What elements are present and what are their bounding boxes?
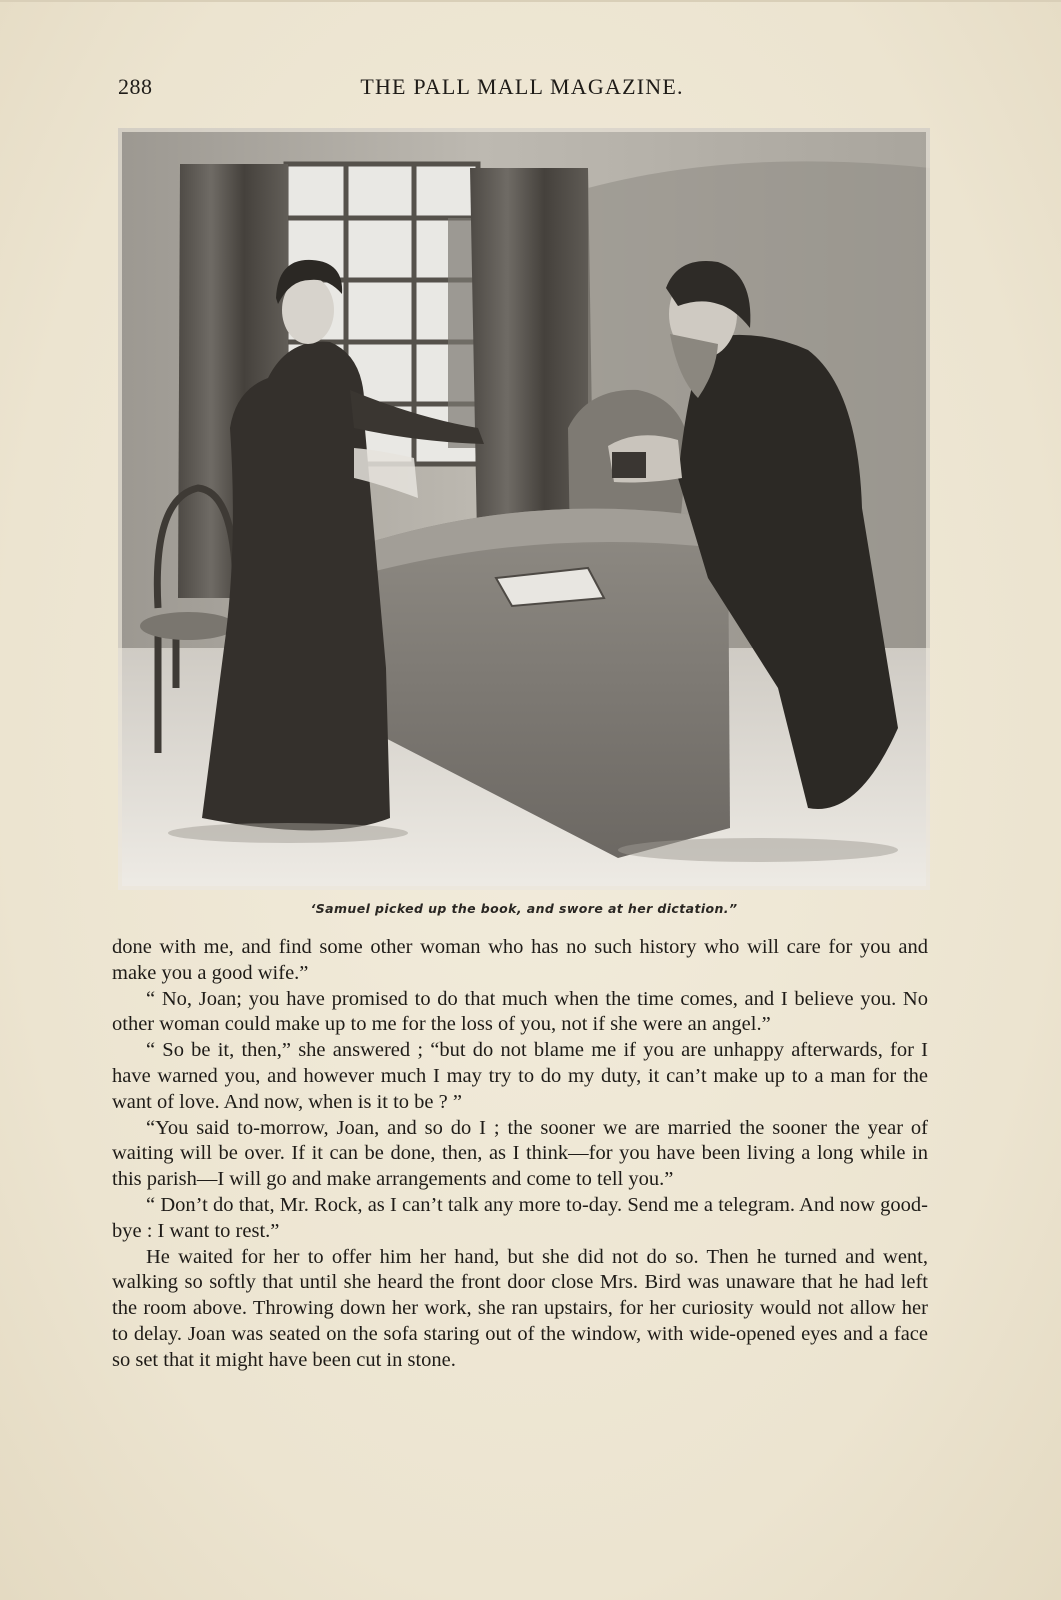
illustration-drawing	[118, 128, 930, 890]
page-header	[118, 74, 926, 108]
paragraph: He waited for her to offer him her hand, but she did not do so. Then he turned and went, walking so softly that until she heard the front door close Mrs. Bird was unaware that he had left the room above. Throwing down her work, she ran upstairs, for her curiosity would not allow her to delay. Joan was seated on the sofa staring out of the window, with wide-opened eyes and a face so set that it might have been cut in stone.	[112, 1245, 928, 1371]
illustration	[118, 128, 930, 890]
paragraph: “You said to-morrow, Joan, and so do I ; the sooner we are married the sooner the year of waiting will be over. If it can be done, then, as I think—for you have been living a long while in this parish—I will go and make arrangements and come to tell you.”	[112, 1116, 928, 1191]
paragraph: “ Don’t do that, Mr. Rock, as I can’t talk any more to-day. Send me a telegram. And now good-bye : I want to rest.”	[112, 1193, 928, 1242]
illustration-caption: ‘Samuel picked up the book, and swore at her dictation.”	[310, 901, 738, 916]
page-number: 288	[118, 74, 153, 99]
paragraph: “ No, Joan; you have promised to do that much when the time comes, and I believe you. No other woman could make up to me for the loss of you, not if she were an angel.”	[112, 987, 928, 1036]
paragraph: “ So be it, then,” she answered ; “but do not blame me if you are unhappy afterwards, for I have warned you, and however much I may try to do my duty, it can’t make up to a man for the want of love. And now, when is it to be ? ”	[112, 1039, 928, 1113]
paragraph: done with me, and find some other woman who has no such history who will care for you and make you a good wife.”	[112, 936, 928, 984]
body-text	[112, 935, 928, 1374]
running-title: THE PALL MALL MAGAZINE.	[360, 74, 684, 99]
